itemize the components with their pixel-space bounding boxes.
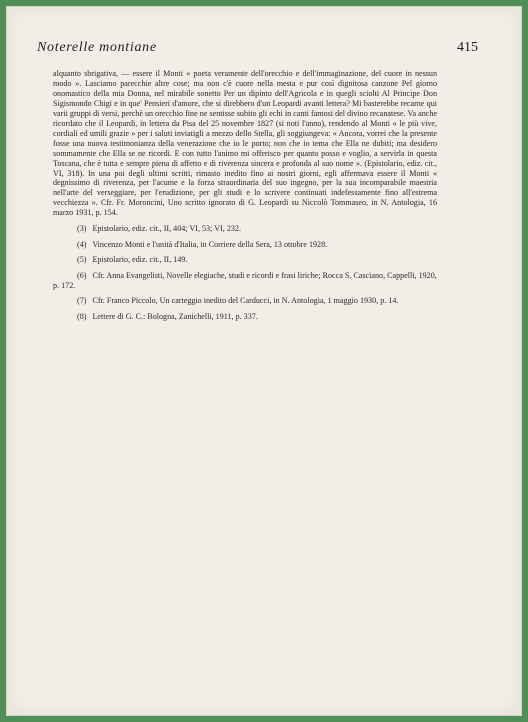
- body-paragraph: alquanto sbrigativa, — essere il Monti « poeta veramente dell'orecchio e dell'immaginazione, del cuore in nessun modo ». Lasciamo parecchie altre cose; ma non c'è cuore nella mesta e pur così dignitosa canzone Pel giorno onomastico della mia Donna, nel mirabile sonetto Per un dipinto dell'Agricola e in quegli sciolti Al Principe Don Sigismondo Chigi e in que' Pensieri d'amore, che si direbbero d'un Leopardi avanti lettera? Mi basterebbe recarne qui varii gruppi di versi, perchè un orecchio fine ne sentisse subito gli echi in canti famosi del divino recanatese. Va anche ricordato che il Leopardi, in lettera da Pisa del 25 novembre 1827 (si noti l'anno), rendendo al Monti « le più vive, cordiali ed umili grazie » per i saluti inviatigli a mezzo dello Stella, gli soggiungeva: « Ancora, vorrei che la presente fosse una nuova testimonianza della venerazione che io le porto; non che io tema che Ella ne dubiti; ma desidero sommamente che Ella se ne ricordi. E con tutto l'animo mi offerisco per quanto posso e voglio, a servirla in questa Toscana, che è tutta e sempre piena di affetto e di riverenza sincera e profonda al suo nome ». (Epistolario, ediz. cit., VI, 318). In una poi degli ultimi scritti, rimasto inedito fino ai nostri giorni, egli affermava essere il Monti « degnissimo di riverenza, per l'acume e la forza straordinaria del suo ingegno, per la sua incomparabile maestria nell'arte del verseggiare, per l'erudizione, per gli studi e lo scrivere continuati indefessamente fino all'estrema vecchiezza ». Cfr. Fr. Moroncini, Uno scritto ignorato di G. Leopardi su Niccolò Tommaseo, in N. Antologia, 16 marzo 1931, p. 154.: [53, 69, 437, 218]
- page-number: 415: [457, 40, 478, 55]
- footnote-text: Lettere di G. C.: Bologna, Zanichelli, 1911, p. 337.: [92, 311, 258, 321]
- page-content: [53, 69, 437, 327]
- footnote-number: (6): [77, 270, 87, 280]
- footnote-number: (4): [77, 239, 87, 249]
- footnote-6: [53, 271, 437, 291]
- footnote-number: (5): [77, 255, 87, 265]
- footnote-8: [53, 312, 437, 322]
- footnote-text: Vincenzo Monti e l'unità d'Italia, in Corriere della Sera, 13 ottobre 1928.: [92, 239, 328, 249]
- footnotes: [53, 224, 437, 321]
- footnote-text: Epistolario, ediz. cit., II, 149.: [92, 255, 188, 265]
- footnote-7: [53, 296, 437, 306]
- footnote-text: Cfr. Anna Evangelisti, Novelle elegiache, studi e ricordi e frasi liriche; Rocca S. Casciano, Cappelli, 1920, p. 172.: [53, 270, 437, 290]
- footnote-5: [53, 255, 437, 265]
- footnote-3: [53, 224, 437, 234]
- footnote-text: Cfr. Franco Piccolo, Un carteggio inedito del Carducci, in N. Antologia, 1 maggio 1930, p. 14.: [92, 296, 399, 306]
- footnote-number: (8): [77, 311, 87, 321]
- footnote-number: (3): [77, 224, 87, 234]
- footnote-text: Epistolario, ediz. cit., II, 404; VI, 53; VI, 232.: [92, 224, 241, 234]
- footnote-number: (7): [77, 296, 87, 306]
- footnote-4: [53, 240, 437, 250]
- running-title: Noterelle montiane: [37, 40, 157, 55]
- book-page: [6, 6, 522, 716]
- running-head: [37, 40, 478, 58]
